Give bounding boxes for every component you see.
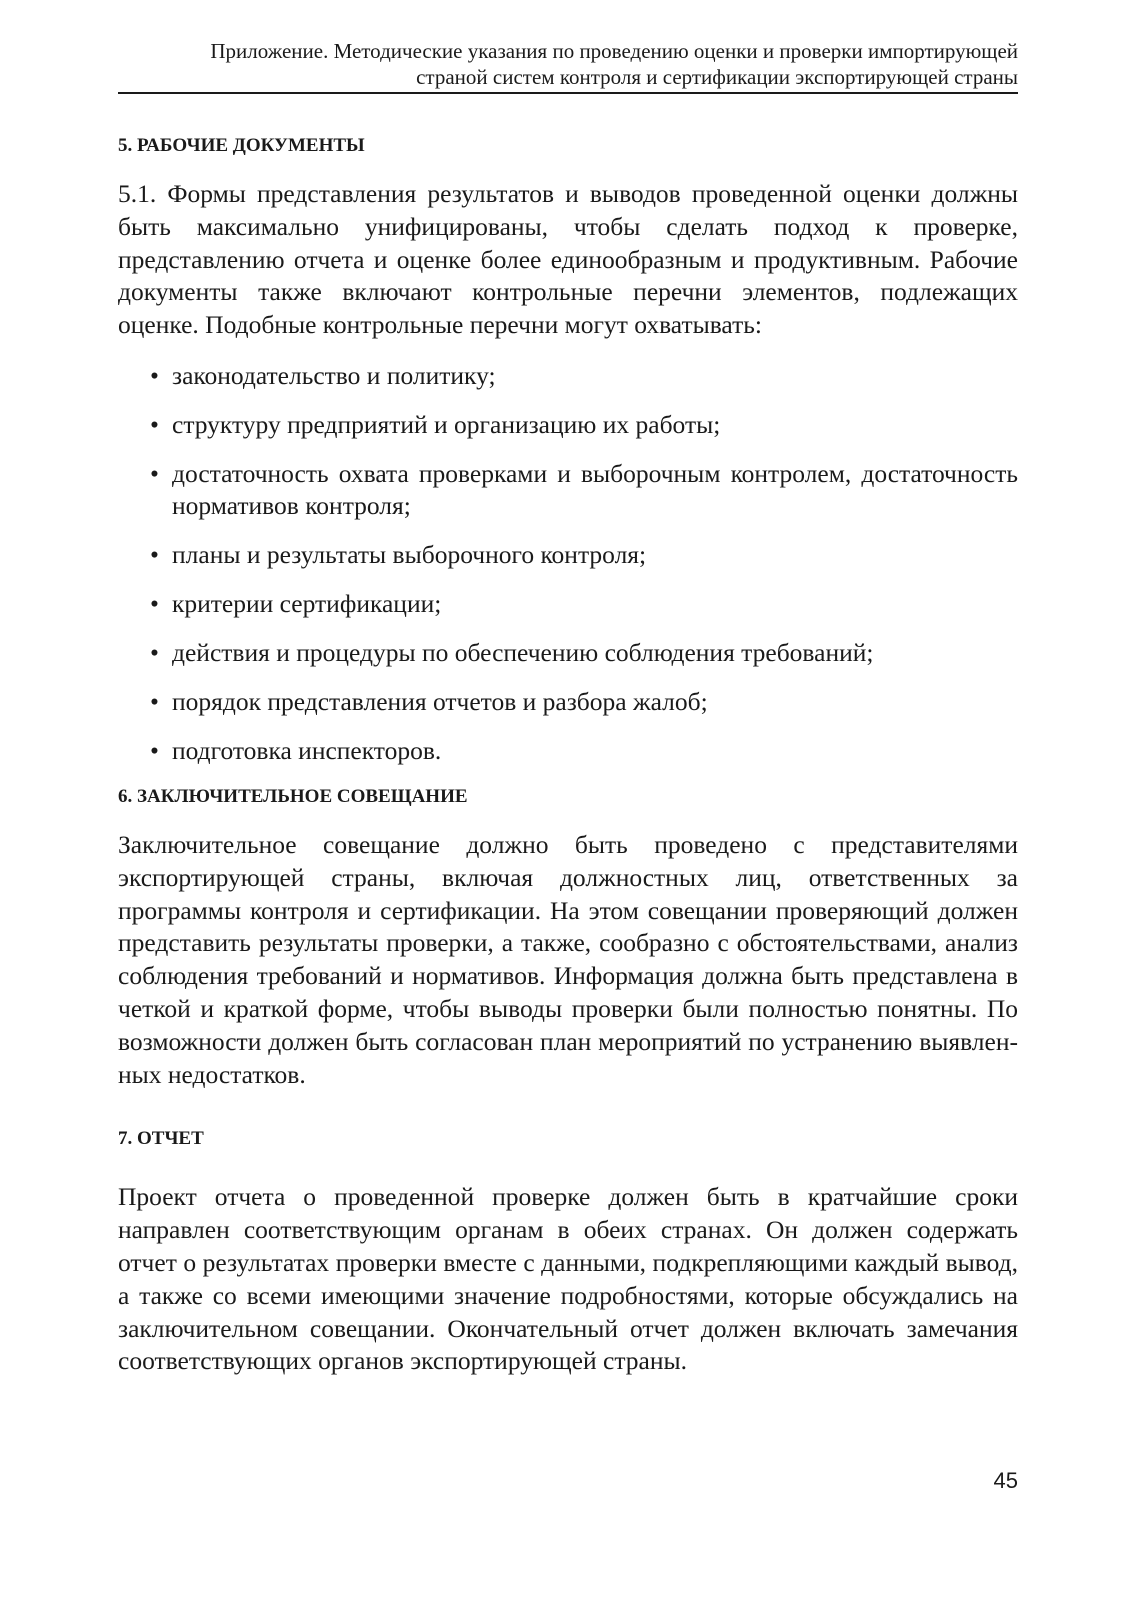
list-item bbox=[118, 588, 1018, 620]
running-header-line-2: страной систем контроля и сертификации экспортирующей страны bbox=[416, 65, 1018, 89]
section-working-documents bbox=[118, 134, 1018, 767]
list-item bbox=[118, 735, 1018, 767]
list-item bbox=[118, 637, 1018, 669]
list-item-text: законодательство и политику; bbox=[172, 360, 496, 390]
list-item-text: действия и процедуры по обеспечению соблюдения требований; bbox=[172, 637, 874, 667]
bullet-icon: • bbox=[150, 539, 159, 569]
bullet-icon: • bbox=[150, 637, 159, 667]
list-item-text: подготовка инспекторов. bbox=[172, 735, 442, 765]
page-number: 45 bbox=[993, 1468, 1018, 1493]
section-7-paragraph: Проект отчета о проведенной проверке должен быть в кратчайшие сроки направлен соответствующим органам в обеих странах. Он должен содержать отчет о результатах проверки вместе с данными, подкрепляющими каждый вывод, а также со всеми имеющими значение подробностями, которые обсуждались на заключительном совещании. Окончательный отчет должен включать замечания соответствующих органов экспортирующей страны. bbox=[118, 1182, 1018, 1376]
header-divider bbox=[118, 92, 1018, 94]
list-item-text: структуру предприятий и организацию их работы; bbox=[172, 409, 721, 439]
section-7-heading: 7. ОТЧЕТ bbox=[118, 1128, 204, 1150]
section-6-heading: 6. ЗАКЛЮЧИТЕЛЬНОЕ СОВЕЩАНИЕ bbox=[118, 785, 468, 807]
page-content bbox=[118, 130, 1018, 1378]
bullet-icon: • bbox=[150, 409, 159, 439]
list-item-text: критерии сертификации; bbox=[172, 588, 442, 618]
bullet-icon: • bbox=[150, 735, 159, 765]
section-report bbox=[118, 1127, 1018, 1378]
list-item bbox=[118, 360, 1018, 392]
section-5-heading: 5. РАБОЧИЕ ДОКУМЕНТЫ bbox=[118, 135, 365, 156]
list-item-text: планы и результаты выборочного контроля; bbox=[172, 539, 647, 569]
bullet-icon: • bbox=[150, 588, 159, 618]
section-5-paragraph: 5.1. Формы представления результатов и выводов проведенной оценки должны быть максимально унифицированы, чтобы сделать подход к проверке, представлению отчета и оценке более единообразным и продуктивным. Рабочие документы также включают контрольные перечни элементов, подлежащих оценке. Подобные контрольные перечни могут охватывать: bbox=[118, 179, 1018, 340]
section-closing-meeting bbox=[118, 785, 1018, 1091]
section-6-paragraph: Заключительное совещание должно быть проведено с представителями экспортирующей страны, включая должностных лиц, ответственных за программы контроля и сертификации. На этом совещании проверяющий должен представить результаты проверки, а также, сообразно с обстоятельствами, анализ соблюдения требований и нормативов. Информация должна быть представлена в четкой и краткой форме, чтобы выводы проверки были полностью понятны. По возможности должен быть согласован план мероприятий по устранению выявленных недостатков. bbox=[118, 829, 1018, 1089]
list-item bbox=[118, 686, 1018, 718]
list-item-text: достаточность охвата проверками и выборочным контролем, достаточность нормативов контроля; bbox=[172, 458, 1018, 520]
list-item bbox=[118, 539, 1018, 571]
list-item bbox=[118, 409, 1018, 441]
list-item bbox=[118, 458, 1018, 522]
bullet-icon: • bbox=[150, 360, 159, 390]
running-header-line-1: Приложение. Методические указания по проведению оценки и проверки импортирующей bbox=[210, 39, 1018, 63]
bullet-icon: • bbox=[150, 686, 159, 716]
checklist-items bbox=[118, 360, 1018, 767]
bullet-icon: • bbox=[150, 458, 159, 488]
list-item-text: порядок представления отчетов и разбора жалоб; bbox=[172, 686, 708, 716]
running-header bbox=[118, 38, 1018, 90]
